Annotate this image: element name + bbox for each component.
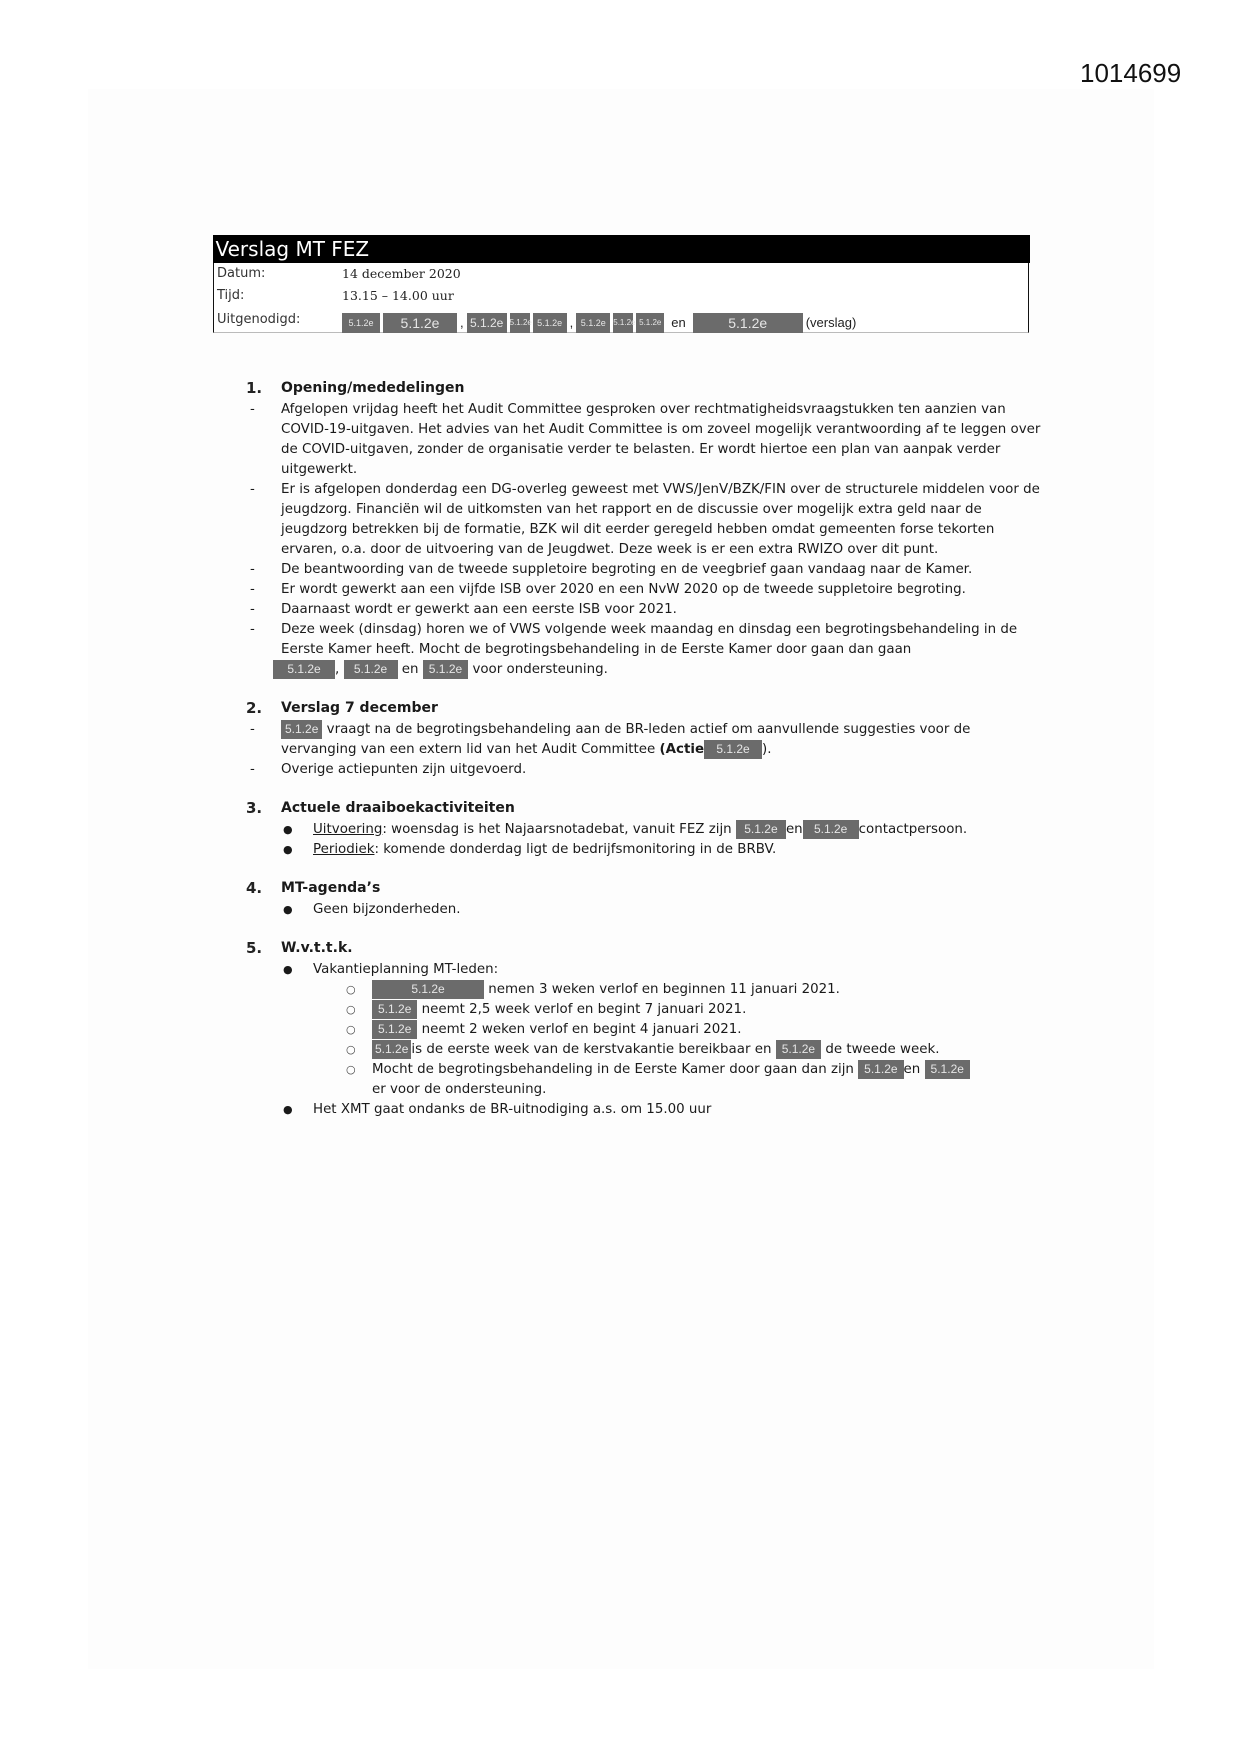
item-text: Afgelopen vrijdag heeft het Audit Committee gesproken over rechtmatigheidsvraagstukken ten aanzien van COVID-19-uitgaven. Het advies van het Audit Committee is om zoveel mogelijk verantwoording af te leggen over de COVID-uitgaven, zonder de organisatie verder te belasten. Er wordt hiertoe een plan van aanpak verder uitgewerkt. [281, 402, 1041, 477]
redaction: 5.1.2e [693, 313, 803, 333]
section-title: Opening/mededelingen [281, 380, 465, 396]
separator: , [460, 315, 464, 330]
list-item: ● Het XMT gaat ondanks de BR-uitnodiging a.s. om 15.00 uur [283, 1102, 712, 1117]
redaction: 5.1.2e [372, 980, 484, 999]
sub-list-item: ○ Mocht de begrotingsbehandeling in de Eerste Kamer door gaan dan zijn 5.1.2e en 5.1.2e er voor de ondersteuning. [246, 1060, 1046, 1100]
section-heading [246, 378, 1046, 400]
minutes-note: (verslag) [805, 315, 857, 330]
meeting-title: Verslag MT FEZ [213, 235, 1030, 263]
section-heading [246, 698, 1046, 720]
section-other [246, 938, 1046, 1120]
and-text: en [903, 1062, 921, 1077]
section-report [246, 698, 1046, 780]
redaction: 5.1.2e [467, 313, 507, 333]
item-text: Daarnaast wordt er gewerkt aan een eerste ISB voor 2021. [281, 602, 677, 617]
list-item: - Overige actiepunten zijn uitgevoerd. [250, 762, 527, 777]
section-number: 2. [246, 699, 263, 717]
item-text: de tweede week. [825, 1042, 940, 1057]
section-number: 3. [246, 799, 263, 817]
redaction: 5.1.2e [372, 1000, 417, 1019]
list-item: - Afgelopen vrijdag heeft het Audit Committee gesproken over rechtmatigheidsvraagstukken ten aanzien van COVID-19-uitgaven. Het advies van het Audit Committee is om zoveel mogelijk verantwoording af te leggen over de COVID-uitgaven, zonder de organisatie verder te belasten. Er wordt hiertoe een plan van aanpak verder uitgewerkt. [250, 402, 1041, 477]
section-number: 4. [246, 879, 263, 897]
document-number: 1014699 [1080, 58, 1182, 88]
time-value: 13.15 – 14.00 uur [342, 288, 454, 303]
item-text: : woensdag is het Najaarsnotadebat, vanuit FEZ zijn [382, 822, 732, 837]
redaction: 5.1.2e [736, 820, 786, 839]
list-item: - 5.1.2e vraagt na de begrotingsbehandeling aan de BR-leden actief om aanvullende suggesties voor de vervanging van een extern lid van het Audit Committee (Actie 5.1.2e ). [250, 722, 971, 757]
list-item: - Er wordt gewerkt aan een vijfde ISB over 2020 en een NvW 2020 op de tweede suppletoire begroting. [250, 582, 966, 597]
list-item: - Deze week (dinsdag) horen we of VWS volgende week maandag en dinsdag een begrotingsbehandeling in de Eerste Kamer heeft. Mocht de begrotingsbehandeling in de Eerste Kamer door gaan dan gaan 5.1.2e , 5.1.2e en 5.1.2e voor ondersteuning. [250, 622, 1018, 677]
sub-list-item: ○ 5.1.2e neemt 2,5 week verlof en begint 7 januari 2021. [346, 1002, 747, 1017]
date-label: Datum: [217, 266, 266, 281]
section-playbook [246, 798, 1046, 860]
date-value: 14 december 2020 [342, 266, 461, 281]
item-text: voor ondersteuning. [472, 662, 608, 677]
section-opening [246, 378, 1046, 680]
section-heading [246, 938, 1046, 960]
redaction: 5.1.2e [776, 1040, 821, 1059]
item-text: Vakantieplanning MT-leden: [313, 962, 499, 977]
redaction: 5.1.2e [372, 1020, 417, 1039]
list-item: - Er is afgelopen donderdag een DG-overleg geweest met VWS/JenV/BZK/FIN over de structurele middelen voor de jeugdzorg. Financiën wil de uitkomsten van het rapport en de discussie over mogelijk extra geld naar de jeugdzorg betrekken bij de formatie, BZK wil dit eerder geregeld hebben omdat gemeenten forse tekorten ervaren, o.a. door de uitvoering van de Jeugdwet. Deze week is er een extra RWIZO over dit punt. [250, 482, 1040, 557]
list-item: ● Geen bijzonderheden. [283, 902, 461, 917]
item-text: nemen 3 weken verlof en beginnen 11 januari 2021. [488, 982, 840, 997]
date-row [214, 263, 1028, 285]
section-title: Verslag 7 december [281, 700, 438, 716]
item-text: neemt 2,5 week verlof en begint 7 januari 2021. [421, 1002, 747, 1017]
redaction: 5.1.2e [925, 1060, 970, 1079]
redaction: 5.1.2e [423, 660, 468, 679]
section-title: W.v.t.t.k. [281, 940, 353, 956]
item-text: Geen bijzonderheden. [313, 902, 461, 917]
redaction: 5.1.2e [533, 313, 567, 333]
redaction: 5.1.2e [344, 660, 398, 679]
item-text: : komende donderdag ligt de bedrijfsmonitoring in de BRBV. [374, 842, 777, 857]
item-text: neemt 2 weken verlof en begint 4 januari 2021. [421, 1022, 742, 1037]
item-text: De beantwoording van de tweede suppletoire begroting en de veegbrief gaan vandaag naar de Kamer. [281, 562, 973, 577]
list-item: ● Uitvoering: woensdag is het Najaarsnotadebat, vanuit FEZ zijn 5.1.2e en 5.1.2e contactpersoon. [283, 822, 968, 837]
item-text: Deze week (dinsdag) horen we of VWS volgende week maandag en dinsdag een begrotingsbehandeling in de Eerste Kamer heeft. Mocht de begrotingsbehandeling in de Eerste Kamer door gaan dan gaan [281, 622, 1018, 657]
time-row [214, 285, 1028, 307]
redaction: 5.1.2e [383, 313, 457, 333]
section-mt-agenda [246, 878, 1046, 920]
redaction: 5.1.2e [858, 1060, 903, 1079]
and-text: en [401, 662, 419, 677]
item-text: vraagt na de begrotingsbehandeling aan de BR-leden actief om aanvullende suggesties voor de vervanging van een extern lid van het Audit Committee [281, 722, 971, 757]
item-text: Er is afgelopen donderdag een DG-overleg geweest met VWS/JenV/BZK/FIN over de structurele middelen voor de jeugdzorg. Financiën wil de uitkomsten van het rapport en de discussie over mogelijk extra geld naar de jeugdzorg betrekken bij de formatie, BZK wil dit eerder geregeld hebben omdat gemeenten forse tekorten ervaren, o.a. door de uitvoering van de Jeugdwet. Deze week is er een extra RWIZO over dit punt. [281, 482, 1040, 557]
sub-list-item: ○ 5.1.2e is de eerste week van de kerstvakantie bereikbaar en 5.1.2e de tweede week. [346, 1042, 940, 1057]
section-number: 5. [246, 939, 263, 957]
list-item: - De beantwoording van de tweede suppletoire begroting en de veegbrief gaan vandaag naar de Kamer. [250, 562, 973, 577]
and-text: en [785, 822, 803, 837]
sub-list-item: ○ 5.1.2e nemen 3 weken verlof en beginnen 11 januari 2021. [346, 982, 840, 997]
redaction: 5.1.2e [372, 1040, 411, 1059]
redaction: 5.1.2e [704, 740, 762, 759]
redaction: 5.1.2e [636, 313, 664, 333]
item-text: Het XMT gaat ondanks de BR-uitnodiging a.s. om 15.00 uur [313, 1102, 712, 1117]
item-text: Er wordt gewerkt aan een vijfde ISB over 2020 en een NvW 2020 op de tweede suppletoire begroting. [281, 582, 966, 597]
section-heading [246, 878, 1046, 900]
and-text: en [671, 315, 686, 330]
item-label: Periodiek [313, 842, 375, 857]
item-text: Overige actiepunten zijn uitgevoerd. [281, 762, 527, 777]
redaction: 5.1.2e [510, 313, 530, 333]
section-title: MT-agenda’s [281, 880, 381, 896]
action-label: (Actie [659, 742, 705, 757]
redaction: 5.1.2e [613, 313, 633, 333]
redaction: 5.1.2e [273, 660, 335, 679]
sub-list-item: ○ 5.1.2e neemt 2 weken verlof en begint 4 januari 2021. [346, 1022, 742, 1037]
section-number: 1. [246, 379, 263, 397]
section-title: Actuele draaiboekactiviteiten [281, 800, 515, 816]
meeting-header [213, 235, 1029, 333]
separator: , [569, 315, 574, 330]
document-body [246, 378, 1046, 1138]
item-text: ). [762, 742, 772, 757]
redaction: 5.1.2e [342, 313, 380, 333]
invited-row [214, 307, 1028, 333]
separator: , [335, 662, 340, 677]
invited-list [342, 310, 856, 336]
item-label: Uitvoering [313, 822, 383, 837]
section-heading [246, 798, 1046, 820]
list-item: ● Vakantieplanning MT-leden: [283, 962, 499, 977]
item-text: er voor de ondersteuning. [372, 1082, 547, 1097]
redaction: 5.1.2e [803, 820, 859, 839]
redaction: 5.1.2e [281, 720, 322, 739]
item-text: contactpersoon. [858, 822, 968, 837]
time-label: Tijd: [217, 288, 245, 303]
list-item: - Daarnaast wordt er gewerkt aan een eerste ISB voor 2021. [250, 602, 677, 617]
redaction: 5.1.2e [576, 313, 610, 333]
list-item: ● Periodiek: komende donderdag ligt de bedrijfsmonitoring in de BRBV. [283, 842, 777, 857]
invited-label: Uitgenodigd: [217, 312, 301, 327]
item-text: Mocht de begrotingsbehandeling in de Eerste Kamer door gaan dan zijn [372, 1062, 854, 1077]
item-text: is de eerste week van de kerstvakantie bereikbaar en [411, 1042, 772, 1057]
